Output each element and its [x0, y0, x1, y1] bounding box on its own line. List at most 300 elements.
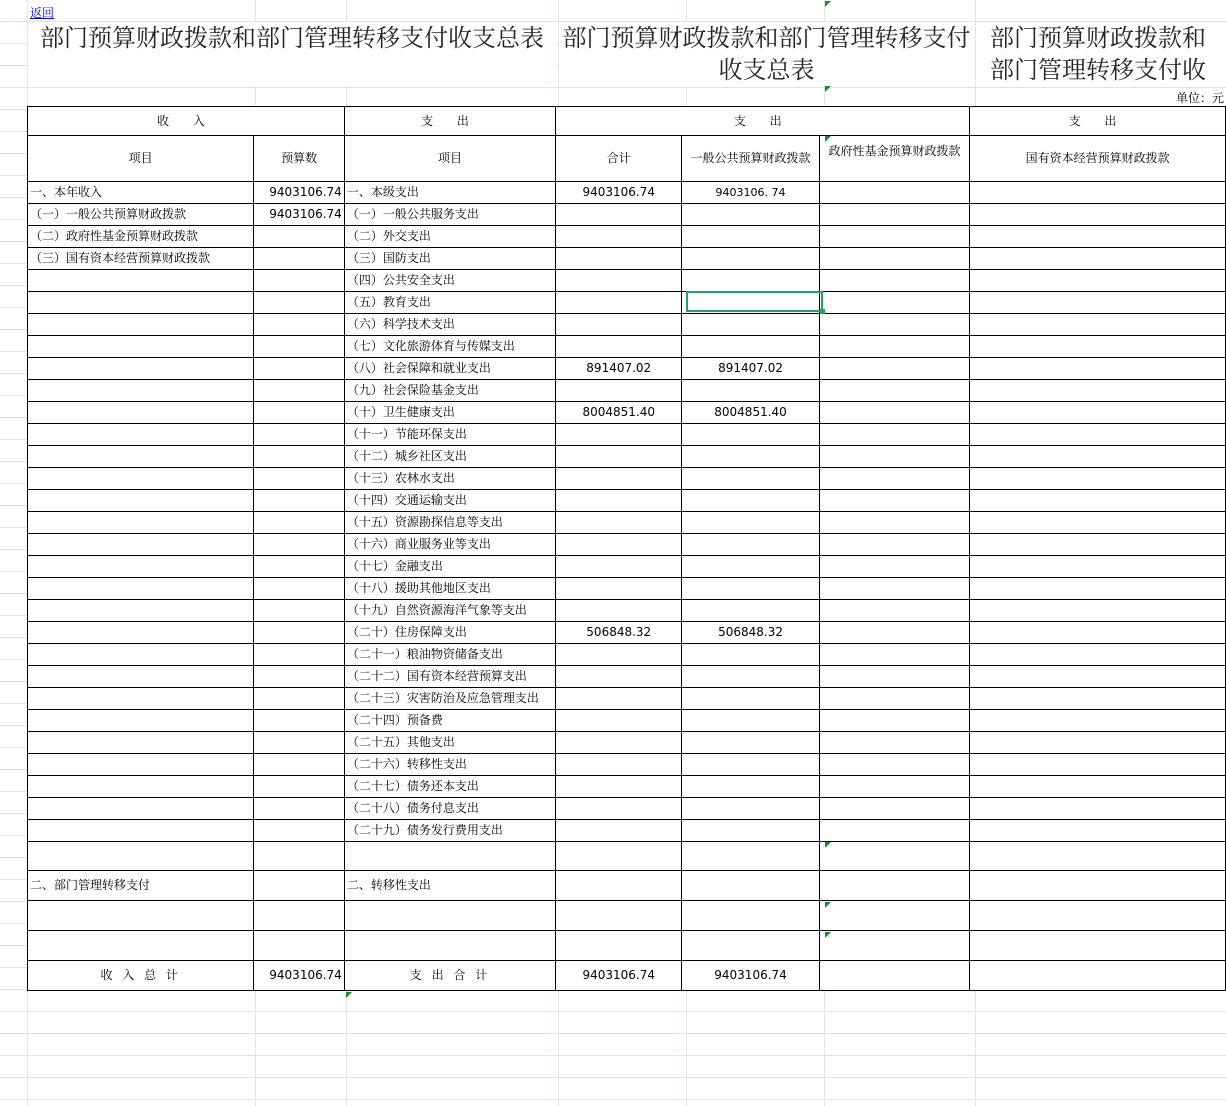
total-cell[interactable]: 891407.02: [556, 358, 682, 380]
income-total-label[interactable]: 收 入 总 计: [28, 961, 254, 991]
col-budget: 预算数: [254, 136, 344, 182]
gov-fund-cell[interactable]: [819, 534, 969, 556]
table-row: [28, 600, 1226, 622]
expense-item[interactable]: （二十八）债务付息支出: [344, 798, 555, 820]
budget-cell[interactable]: [254, 248, 344, 270]
gov-fund-cell[interactable]: [819, 490, 969, 512]
total-cell[interactable]: [556, 380, 682, 402]
gov-fund-cell[interactable]: [819, 820, 969, 842]
general-cell[interactable]: [682, 424, 820, 446]
total-cell[interactable]: [556, 776, 682, 798]
table-row: [28, 358, 1226, 380]
total-cell[interactable]: [556, 732, 682, 754]
state-capital-cell[interactable]: [970, 556, 1226, 578]
expense-item[interactable]: 一、本级支出: [344, 182, 555, 204]
state-capital-cell[interactable]: [970, 732, 1226, 754]
expense-total-label[interactable]: 支 出 合 计: [344, 961, 555, 991]
budget-cell[interactable]: [254, 402, 344, 424]
expense-item[interactable]: （三）国防支出: [344, 248, 555, 270]
total-cell[interactable]: [556, 871, 682, 901]
total-cell[interactable]: [556, 270, 682, 292]
blank-cell[interactable]: [28, 901, 254, 931]
state-capital-cell[interactable]: [970, 754, 1226, 776]
general-cell[interactable]: 8004851.40: [682, 402, 820, 424]
state-capital-cell[interactable]: [970, 380, 1226, 402]
state-capital-cell[interactable]: [970, 578, 1226, 600]
table-row: [28, 424, 1226, 446]
income-item[interactable]: [28, 314, 254, 336]
expense-item[interactable]: （二）外交支出: [344, 226, 555, 248]
total-cell[interactable]: [556, 666, 682, 688]
state-capital-cell[interactable]: [970, 468, 1226, 490]
income-item[interactable]: [28, 556, 254, 578]
budget-cell[interactable]: [254, 314, 344, 336]
expense-item[interactable]: （十七）金融支出: [344, 556, 555, 578]
general-cell[interactable]: [682, 820, 820, 842]
budget-cell[interactable]: [254, 798, 344, 820]
income-item[interactable]: [28, 710, 254, 732]
income-item[interactable]: [28, 490, 254, 512]
income-item[interactable]: （一）一般公共预算财政拨款: [28, 204, 254, 226]
total-cell[interactable]: 9403106.74: [556, 182, 682, 204]
budget-cell[interactable]: [254, 424, 344, 446]
general-cell[interactable]: [682, 446, 820, 468]
gov-fund-cell[interactable]: [819, 336, 969, 358]
total-cell[interactable]: [556, 424, 682, 446]
income-item[interactable]: [28, 468, 254, 490]
general-cell[interactable]: [682, 380, 820, 402]
total-cell[interactable]: [556, 798, 682, 820]
state-capital-cell[interactable]: [970, 622, 1226, 644]
comment-marker: [825, 1, 831, 7]
income-item[interactable]: [28, 358, 254, 380]
table-row: [28, 710, 1226, 732]
blank-cell[interactable]: [556, 842, 682, 871]
comment-marker: [825, 842, 831, 848]
gov-fund-cell[interactable]: [819, 776, 969, 798]
state-capital-cell[interactable]: [970, 358, 1226, 380]
blank-cell[interactable]: [556, 931, 682, 961]
income-item[interactable]: [28, 644, 254, 666]
expense-header-2: 支 出: [556, 107, 970, 136]
state-capital-cell[interactable]: [970, 710, 1226, 732]
income-item[interactable]: [28, 622, 254, 644]
budget-cell[interactable]: [254, 380, 344, 402]
table-row: [28, 688, 1226, 710]
general-cell[interactable]: 506848.32: [682, 622, 820, 644]
expense-header: 支 出: [344, 107, 555, 136]
table-row: [28, 798, 1226, 820]
budget-cell[interactable]: [254, 358, 344, 380]
table-row: [28, 292, 1226, 314]
total-cell[interactable]: [556, 820, 682, 842]
state-capital-cell[interactable]: [970, 644, 1226, 666]
table-row: [28, 182, 1226, 204]
selected-cell[interactable]: [686, 291, 823, 312]
expense-item[interactable]: （十）卫生健康支出: [344, 402, 555, 424]
expense-item[interactable]: （一）一般公共服务支出: [344, 204, 555, 226]
budget-cell[interactable]: [254, 446, 344, 468]
total-cell[interactable]: [556, 556, 682, 578]
state-capital-cell[interactable]: [970, 182, 1226, 204]
comment-marker: [825, 136, 831, 142]
state-capital-cell[interactable]: [970, 512, 1226, 534]
table-row: [28, 226, 1226, 248]
general-cell[interactable]: [682, 270, 820, 292]
col-state-capital: 国有资本经营预算财政拨款: [970, 136, 1226, 182]
total-cell[interactable]: [556, 248, 682, 270]
table-row: [28, 776, 1226, 798]
blank-cell[interactable]: [819, 842, 969, 871]
unit-label: 单位：元: [1176, 91, 1225, 105]
total-cell[interactable]: [556, 336, 682, 358]
budget-cell[interactable]: [254, 732, 344, 754]
budget-cell[interactable]: 9403106.74: [254, 182, 344, 204]
table-row: [28, 820, 1226, 842]
expense-item[interactable]: （十八）援助其他地区支出: [344, 578, 555, 600]
table-row: [28, 336, 1226, 358]
table-row: [28, 248, 1226, 270]
state-capital-cell[interactable]: [970, 270, 1226, 292]
income-item[interactable]: [28, 798, 254, 820]
income-item[interactable]: （三）国有资本经营预算财政拨款: [28, 248, 254, 270]
gov-fund-cell[interactable]: [819, 292, 969, 314]
income-item[interactable]: [28, 754, 254, 776]
income-item[interactable]: [28, 402, 254, 424]
expense-item[interactable]: （七）文化旅游体育与传媒支出: [344, 336, 555, 358]
gov-fund-cell[interactable]: [819, 710, 969, 732]
general-cell[interactable]: [682, 556, 820, 578]
state-capital-cell[interactable]: [970, 292, 1226, 314]
gov-fund-cell[interactable]: [819, 424, 969, 446]
total-cell[interactable]: [556, 600, 682, 622]
budget-cell[interactable]: [254, 622, 344, 644]
expense-header-3: 支 出: [970, 107, 1226, 136]
budget-cell[interactable]: [254, 600, 344, 622]
income-item[interactable]: [28, 446, 254, 468]
state-capital-cell[interactable]: [970, 534, 1226, 556]
table-row: [28, 314, 1226, 336]
state-capital-cell[interactable]: [970, 798, 1226, 820]
comment-marker: [825, 86, 831, 92]
col-item: 项目: [28, 136, 254, 182]
total-cell[interactable]: 506848.32: [556, 622, 682, 644]
expense-item[interactable]: （二十六）转移性支出: [344, 754, 555, 776]
income-item[interactable]: [28, 292, 254, 314]
total-cell[interactable]: [556, 204, 682, 226]
general-cell[interactable]: [682, 710, 820, 732]
income-item[interactable]: （二）政府性基金预算财政拨款: [28, 226, 254, 248]
blank-cell[interactable]: [344, 931, 555, 961]
budget-cell[interactable]: [254, 644, 344, 666]
total-cell[interactable]: [556, 512, 682, 534]
state-capital-cell[interactable]: [970, 490, 1226, 512]
general-cell[interactable]: 9403106. 74: [682, 182, 820, 204]
blank-cell[interactable]: [970, 931, 1226, 961]
gov-fund-cell[interactable]: [819, 468, 969, 490]
income-total-value[interactable]: 9403106.74: [254, 961, 344, 991]
table-row: [28, 468, 1226, 490]
income-item[interactable]: [28, 732, 254, 754]
general-cell[interactable]: [682, 666, 820, 688]
state-capital-cell[interactable]: [970, 446, 1226, 468]
totals-row: [28, 961, 1226, 991]
gov-fund-cell[interactable]: [819, 380, 969, 402]
expense-item[interactable]: （十三）农林水支出: [344, 468, 555, 490]
blank-cell[interactable]: [28, 842, 254, 871]
report-title-2: 部门预算财政拨款和部门管理转移支付收支总表: [559, 22, 974, 86]
budget-cell[interactable]: [254, 578, 344, 600]
budget-cell[interactable]: [254, 556, 344, 578]
state-capital-cell[interactable]: [970, 424, 1226, 446]
table-row: [28, 380, 1226, 402]
total-cell[interactable]: 8004851.40: [556, 402, 682, 424]
gov-fund-cell[interactable]: [819, 358, 969, 380]
expense-item[interactable]: （十五）资源勘探信息等支出: [344, 512, 555, 534]
income-item[interactable]: [28, 600, 254, 622]
general-cell[interactable]: 891407.02: [682, 358, 820, 380]
general-cell[interactable]: [682, 776, 820, 798]
total-cell[interactable]: [556, 314, 682, 336]
total-cell[interactable]: [556, 710, 682, 732]
general-cell[interactable]: [682, 578, 820, 600]
gov-fund-cell[interactable]: [819, 798, 969, 820]
gov-fund-cell[interactable]: [819, 446, 969, 468]
general-cell[interactable]: [682, 314, 820, 336]
gov-fund-cell[interactable]: [819, 314, 969, 336]
state-capital-cell[interactable]: [970, 204, 1226, 226]
state-capital-total[interactable]: [970, 961, 1226, 991]
table-row: [28, 534, 1226, 556]
state-capital-cell[interactable]: [970, 248, 1226, 270]
table-row: [28, 402, 1226, 424]
income-item[interactable]: [28, 666, 254, 688]
expense-item[interactable]: （十二）城乡社区支出: [344, 446, 555, 468]
general-cell[interactable]: [682, 512, 820, 534]
expense-item[interactable]: （九）社会保险基金支出: [344, 380, 555, 402]
general-cell[interactable]: [682, 204, 820, 226]
income-item[interactable]: [28, 688, 254, 710]
general-cell[interactable]: [682, 336, 820, 358]
income-item[interactable]: [28, 776, 254, 798]
income-item[interactable]: [28, 512, 254, 534]
total-cell[interactable]: [556, 468, 682, 490]
state-capital-cell[interactable]: [970, 688, 1226, 710]
total-cell[interactable]: [556, 446, 682, 468]
expense-item[interactable]: （十四）交通运输支出: [344, 490, 555, 512]
state-capital-cell[interactable]: [970, 402, 1226, 424]
expense-item[interactable]: （八）社会保障和就业支出: [344, 358, 555, 380]
gov-fund-cell[interactable]: [819, 688, 969, 710]
blank-cell[interactable]: [970, 901, 1226, 931]
blank-cell[interactable]: [254, 901, 344, 931]
state-capital-cell[interactable]: [970, 600, 1226, 622]
table-row: [28, 622, 1226, 644]
budget-cell[interactable]: 9403106.74: [254, 204, 344, 226]
budget-cell[interactable]: [254, 468, 344, 490]
income-item[interactable]: 二、部门管理转移支付: [28, 871, 254, 901]
income-item[interactable]: [28, 534, 254, 556]
table-row: [28, 644, 1226, 666]
income-item[interactable]: [28, 820, 254, 842]
general-cell[interactable]: [682, 798, 820, 820]
gov-fund-cell[interactable]: [819, 622, 969, 644]
expense-item[interactable]: （四）公共安全支出: [344, 270, 555, 292]
general-cell[interactable]: [682, 534, 820, 556]
budget-cell[interactable]: [254, 226, 344, 248]
table-row: [28, 732, 1226, 754]
expense-item[interactable]: （二十九）债务发行费用支出: [344, 820, 555, 842]
state-capital-cell[interactable]: [970, 776, 1226, 798]
general-cell[interactable]: [682, 226, 820, 248]
gov-fund-cell[interactable]: [819, 512, 969, 534]
budget-cell[interactable]: [254, 776, 344, 798]
expense-item[interactable]: （二十七）债务还本支出: [344, 776, 555, 798]
table-row: [28, 446, 1226, 468]
general-cell[interactable]: [682, 644, 820, 666]
total-cell[interactable]: [556, 226, 682, 248]
budget-cell[interactable]: [254, 534, 344, 556]
income-item[interactable]: [28, 270, 254, 292]
gov-fund-cell[interactable]: [819, 754, 969, 776]
table-row: [28, 204, 1226, 226]
table-row: [28, 754, 1226, 776]
budget-cell[interactable]: [254, 336, 344, 358]
blank-cell[interactable]: [682, 901, 820, 931]
expense-item[interactable]: （二十三）灾害防治及应急管理支出: [344, 688, 555, 710]
general-cell[interactable]: [682, 871, 820, 901]
gov-fund-cell[interactable]: [819, 600, 969, 622]
table-row: [28, 512, 1226, 534]
report-title-3: 部门预算财政拨款和部门管理转移支付收: [976, 22, 1226, 86]
blank-cell[interactable]: [819, 901, 969, 931]
state-capital-cell[interactable]: [970, 314, 1226, 336]
blank-cell[interactable]: [970, 842, 1226, 871]
gov-fund-cell[interactable]: [819, 666, 969, 688]
state-capital-cell[interactable]: [970, 226, 1226, 248]
state-capital-cell[interactable]: [970, 820, 1226, 842]
expense-item[interactable]: （十一）节能环保支出: [344, 424, 555, 446]
gov-fund-cell[interactable]: [819, 578, 969, 600]
blank-cell[interactable]: [254, 931, 344, 961]
expense-item[interactable]: （十九）自然资源海洋气象等支出: [344, 600, 555, 622]
state-capital-cell[interactable]: [970, 666, 1226, 688]
budget-cell[interactable]: [254, 688, 344, 710]
table-row: [28, 556, 1226, 578]
total-cell[interactable]: [556, 688, 682, 710]
gov-fund-cell[interactable]: [819, 226, 969, 248]
expense-item[interactable]: （二十）住房保障支出: [344, 622, 555, 644]
gov-fund-total[interactable]: [819, 961, 969, 991]
budget-cell[interactable]: [254, 820, 344, 842]
budget-cell[interactable]: [254, 292, 344, 314]
transfer-row: [28, 871, 1226, 901]
income-item[interactable]: [28, 578, 254, 600]
gov-fund-cell[interactable]: [819, 556, 969, 578]
comment-marker: [346, 992, 352, 998]
total-cell[interactable]: [556, 490, 682, 512]
gov-fund-cell[interactable]: [819, 248, 969, 270]
expense-item[interactable]: （二十四）预备费: [344, 710, 555, 732]
budget-summary-table: [27, 106, 1226, 991]
table-row: [28, 490, 1226, 512]
blank-cell[interactable]: [682, 842, 820, 871]
income-item[interactable]: [28, 424, 254, 446]
general-cell[interactable]: [682, 248, 820, 270]
expense-item[interactable]: （二十一）粮油物资储备支出: [344, 644, 555, 666]
gov-fund-cell[interactable]: [819, 402, 969, 424]
income-item[interactable]: 一、本年收入: [28, 182, 254, 204]
gov-fund-cell[interactable]: [819, 871, 969, 901]
expense-item[interactable]: （二十二）国有资本经营预算支出: [344, 666, 555, 688]
comment-marker: [825, 932, 831, 938]
table-row: [28, 270, 1226, 292]
budget-cell[interactable]: [254, 754, 344, 776]
gov-fund-cell[interactable]: [819, 732, 969, 754]
budget-cell[interactable]: [254, 512, 344, 534]
total-cell[interactable]: [556, 578, 682, 600]
table-row: [28, 666, 1226, 688]
general-cell[interactable]: [682, 600, 820, 622]
general-total-value[interactable]: 9403106.74: [682, 961, 820, 991]
general-cell[interactable]: [682, 732, 820, 754]
general-cell[interactable]: [682, 688, 820, 710]
report-title-1: 部门预算财政拨款和部门管理转移支付收支总表: [28, 22, 556, 86]
blank-cell[interactable]: [344, 842, 555, 871]
expense-item[interactable]: 二、转移性支出: [344, 871, 555, 901]
expense-item[interactable]: （十六）商业服务业等支出: [344, 534, 555, 556]
budget-cell[interactable]: [254, 666, 344, 688]
expense-item[interactable]: （五）教育支出: [344, 292, 555, 314]
state-capital-cell[interactable]: [970, 336, 1226, 358]
blank-cell[interactable]: [28, 931, 254, 961]
col-gov-fund: 政府性基金预算财政拨款: [819, 136, 969, 182]
gov-fund-cell[interactable]: [819, 270, 969, 292]
back-link[interactable]: 返回: [30, 6, 55, 20]
blank-cell[interactable]: [682, 931, 820, 961]
gov-fund-cell[interactable]: [819, 204, 969, 226]
income-item[interactable]: [28, 336, 254, 358]
col-item-2: 项目: [344, 136, 555, 182]
blank-cell[interactable]: [556, 901, 682, 931]
general-cell[interactable]: [682, 754, 820, 776]
blank-cell[interactable]: [344, 901, 555, 931]
expense-item[interactable]: （二十五）其他支出: [344, 732, 555, 754]
general-cell[interactable]: [682, 468, 820, 490]
expense-total-value[interactable]: 9403106.74: [556, 961, 682, 991]
budget-cell[interactable]: [254, 270, 344, 292]
budget-cell[interactable]: [254, 871, 344, 901]
total-cell[interactable]: [556, 534, 682, 556]
state-capital-cell[interactable]: [970, 871, 1226, 901]
total-cell[interactable]: [556, 292, 682, 314]
gov-fund-cell[interactable]: [819, 182, 969, 204]
blank-cell[interactable]: [254, 842, 344, 871]
comment-marker: [825, 902, 831, 908]
general-cell[interactable]: [682, 490, 820, 512]
col-total: 合计: [556, 136, 682, 182]
expense-item[interactable]: （六）科学技术支出: [344, 314, 555, 336]
total-cell[interactable]: [556, 754, 682, 776]
total-cell[interactable]: [556, 644, 682, 666]
gov-fund-cell[interactable]: [819, 644, 969, 666]
budget-cell[interactable]: [254, 490, 344, 512]
blank-cell[interactable]: [819, 931, 969, 961]
income-item[interactable]: [28, 380, 254, 402]
col-general-budget: 一般公共预算财政拨款: [682, 136, 820, 182]
income-header: 收 入: [28, 107, 345, 136]
budget-cell[interactable]: [254, 710, 344, 732]
